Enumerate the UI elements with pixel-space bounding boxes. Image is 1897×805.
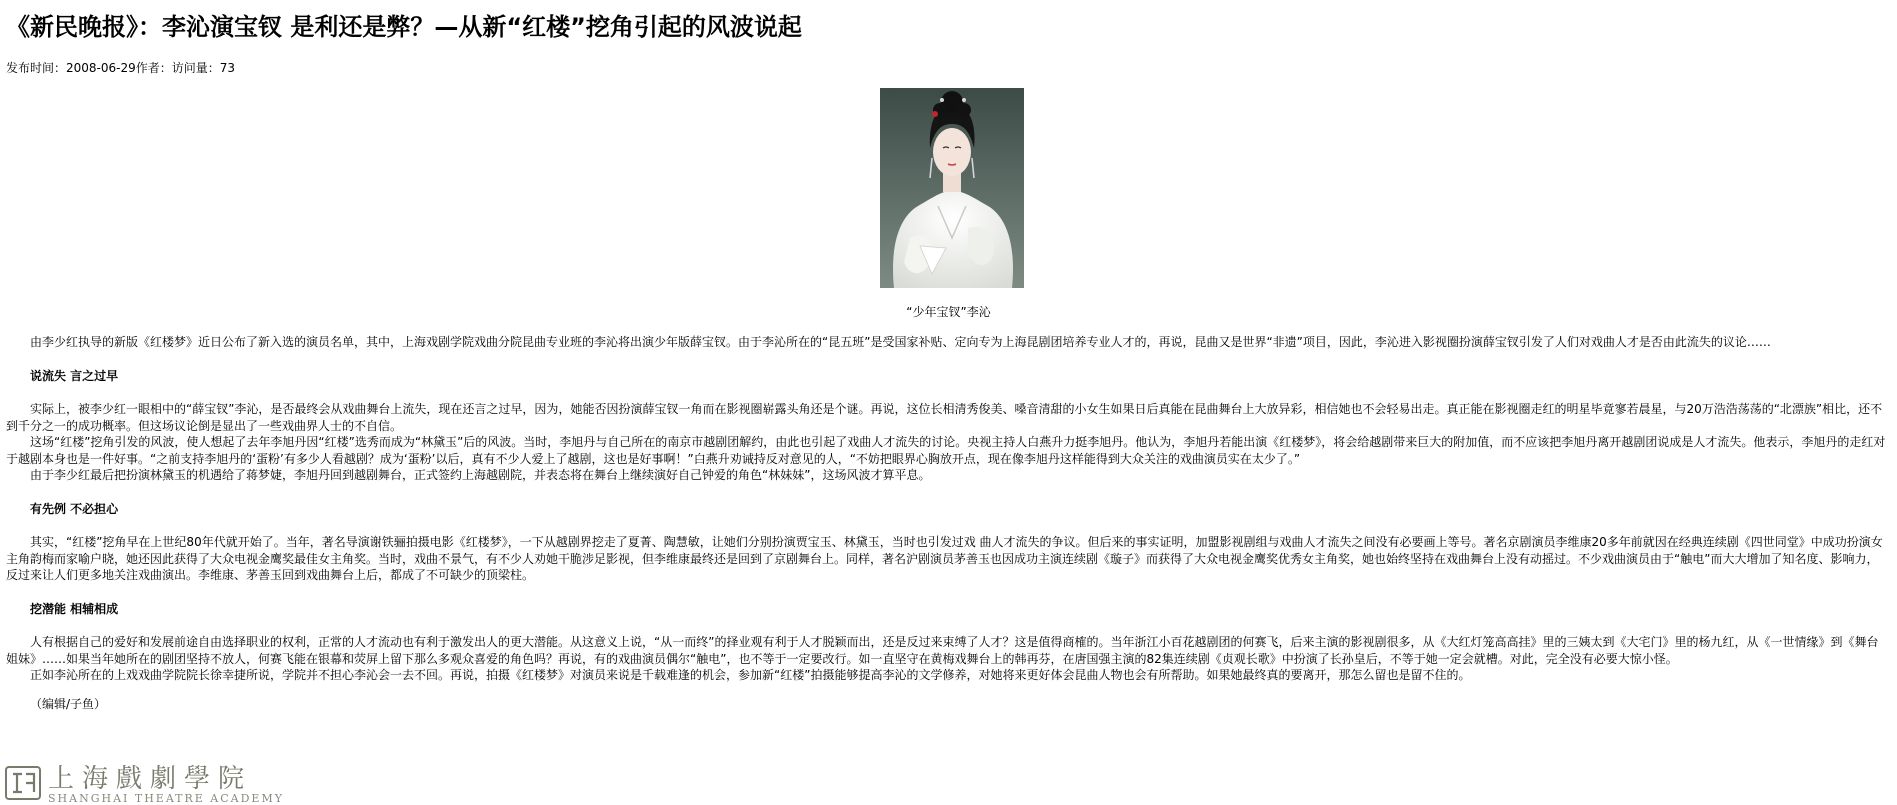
body-paragraph: 其实，“红楼”挖角早在上世纪80年代就开始了。当年，著名导演谢铁骊拍摄电影《红楼梦》，一下从越剧界挖走了夏菁、陶慧敏，让她们分别扮演贾宝玉、林黛玉，当时也引发过戏 曲人才流失的争议。但后来的事实证明，加盟影视剧组与戏曲人才流失之间没有必要画上等号。著名京剧演员李维康20多年前就因在经典连续剧《四世同堂》中成功扮演女主角韵梅而家喻户晓，她还因此获得了大众电视金鹰奖最佳女主角奖。当时，戏曲不景气，有不少人劝她干脆涉足影视，但李维康最终还是回到了京剧舞台上。同样，著名沪剧演员茅善玉也因成功主演连续剧《璇子》而获得了大众电视金鹰奖优秀女主角奖，她也始终坚持在戏曲舞台上没有动摇过。不少戏曲演员由于“触电”而大大增加了知名度、影响力，反过来让人们更多地关注戏曲演出。李维康、茅善玉回到戏曲舞台上后，都成了不可缺少的顶梁柱。 [6, 535, 1883, 582]
section-heading: 挖潜能 相辅相成 [30, 601, 119, 616]
body-paragraph: 正如李沁所在的上戏戏曲学院院长徐幸捷所说，学院并不担心李沁会一去不回。再说，拍摄《红楼梦》对演员来说是千载难逢的机会，参加新“红楼”拍摄能够提高李沁的文学修养，对她将来更好体会昆曲人物也会有所帮助。如果她最终真的要离开，那怎么留也是留不住的。 [30, 668, 1471, 682]
body-paragraph: 实际上，被李少红一眼相中的“薛宝钗”李沁，是否最终会从戏曲舞台上流失，现在还言之过早，因为，她能否因扮演薛宝钗一角而在影视圈崭露头角还是个谜。再说，这位长相清秀俊美、嗓音清甜的小女生如果日后真能在昆曲舞台上大放异彩，相信她也不会轻易出走。真正能在影视圈走红的明星毕竟寥若晨星，与20万浩浩荡荡的“北漂族”相比，还不到千分之一的成功概率。但这场议论倒是显出了一些戏曲界人士的不自信。 [6, 402, 1883, 433]
portrait-image [880, 88, 1024, 288]
logo-name-en: SHANGHAI THEATRE ACADEMY [48, 792, 284, 805]
academy-logo[interactable] [4, 764, 284, 805]
article-meta: 发布时间：2008-06-29作者：访问量：73 [6, 61, 236, 75]
seal-icon [4, 764, 44, 801]
article-body [6, 334, 1888, 712]
body-paragraph: 由于李少红最后把扮演林黛玉的机遇给了蒋梦婕，李旭丹回到越剧舞台，正式签约上海越剧院，并表态将在舞台上继续演好自己钟爱的角色“林妹妹”，这场风波才算平息。 [30, 468, 931, 482]
article-photo [880, 88, 1024, 288]
editor-credit: （编辑/子鱼） [30, 696, 107, 711]
section-heading: 说流失 言之过早 [30, 368, 119, 383]
image-caption: “少年宝钗”李沁 [906, 305, 991, 319]
intro-paragraph: 由李少红执导的新版《红楼梦》近日公布了新入选的演员名单，其中，上海戏剧学院戏曲分院昆曲专业班的李沁将出演少年版薛宝钗。由于李沁所在的“昆五班”是受国家补贴、定向专为上海昆剧团培养专业人才的，再说，昆曲又是世界“非遗”项目，因此，李沁进入影视圈扮演薛宝钗引发了人们对戏曲人才是否由此流失的议论…… [30, 335, 1771, 349]
body-paragraph: 这场“红楼”挖角引发的风波，使人想起了去年李旭丹因“红楼”选秀而成为“林黛玉”后的风波。当时，李旭丹与自己所在的南京市越剧团解约，由此也引起了戏曲人才流失的讨论。央视主持人白燕升力挺李旭丹。他认为，李旭丹若能出演《红楼梦》，将会给越剧带来巨大的附加值，而不应该把李旭丹离开越剧团说成是人才流失。他表示，李旭丹的走红对于越剧本身也是一件好事。“之前支持李旭丹的‘蛋粉’有多少人看越剧？成为‘蛋粉’以后，真有不少人爱上了越剧，这也是好事啊！”白燕升劝诫持反对意见的人，“不妨把眼界心胸放开点，现在像李旭丹这样能得到大众关注的戏曲演员实在太少了。” [6, 435, 1886, 466]
article-title: 《新民晚报》：李沁演宝钗 是利还是弊？—从新“红楼”挖角引起的风波说起 [6, 13, 802, 41]
section-heading: 有先例 不必担心 [30, 501, 119, 516]
logo-name-cn: 上海戲劇學院 [48, 764, 253, 794]
body-paragraph: 人有根据自己的爱好和发展前途自由选择职业的权利，正常的人才流动也有利于激发出人的更大潜能。从这意义上说，“从一而终”的择业观有利于人才脱颖而出，还是反过来束缚了人才？这是值得商榷的。当年浙江小百花越剧团的何赛飞，后来主演的影视剧很多，从《大红灯笼高高挂》里的三姨太到《大宅门》里的杨九红，从《一世情缘》到《舞台姐妹》……如果当年她所在的剧团坚持不放人，何赛飞能在银幕和荧屏上留下那么多观众喜爱的角色吗？再说，有的戏曲演员偶尔“触电”，也不等于一定要改行。如一直坚守在黄梅戏舞台上的韩再芬，在唐国强主演的82集连续剧《贞观长歌》中扮演了长孙皇后，不等于她一定会就槽。对此，完全没有必要大惊小怪。 [6, 635, 1879, 666]
